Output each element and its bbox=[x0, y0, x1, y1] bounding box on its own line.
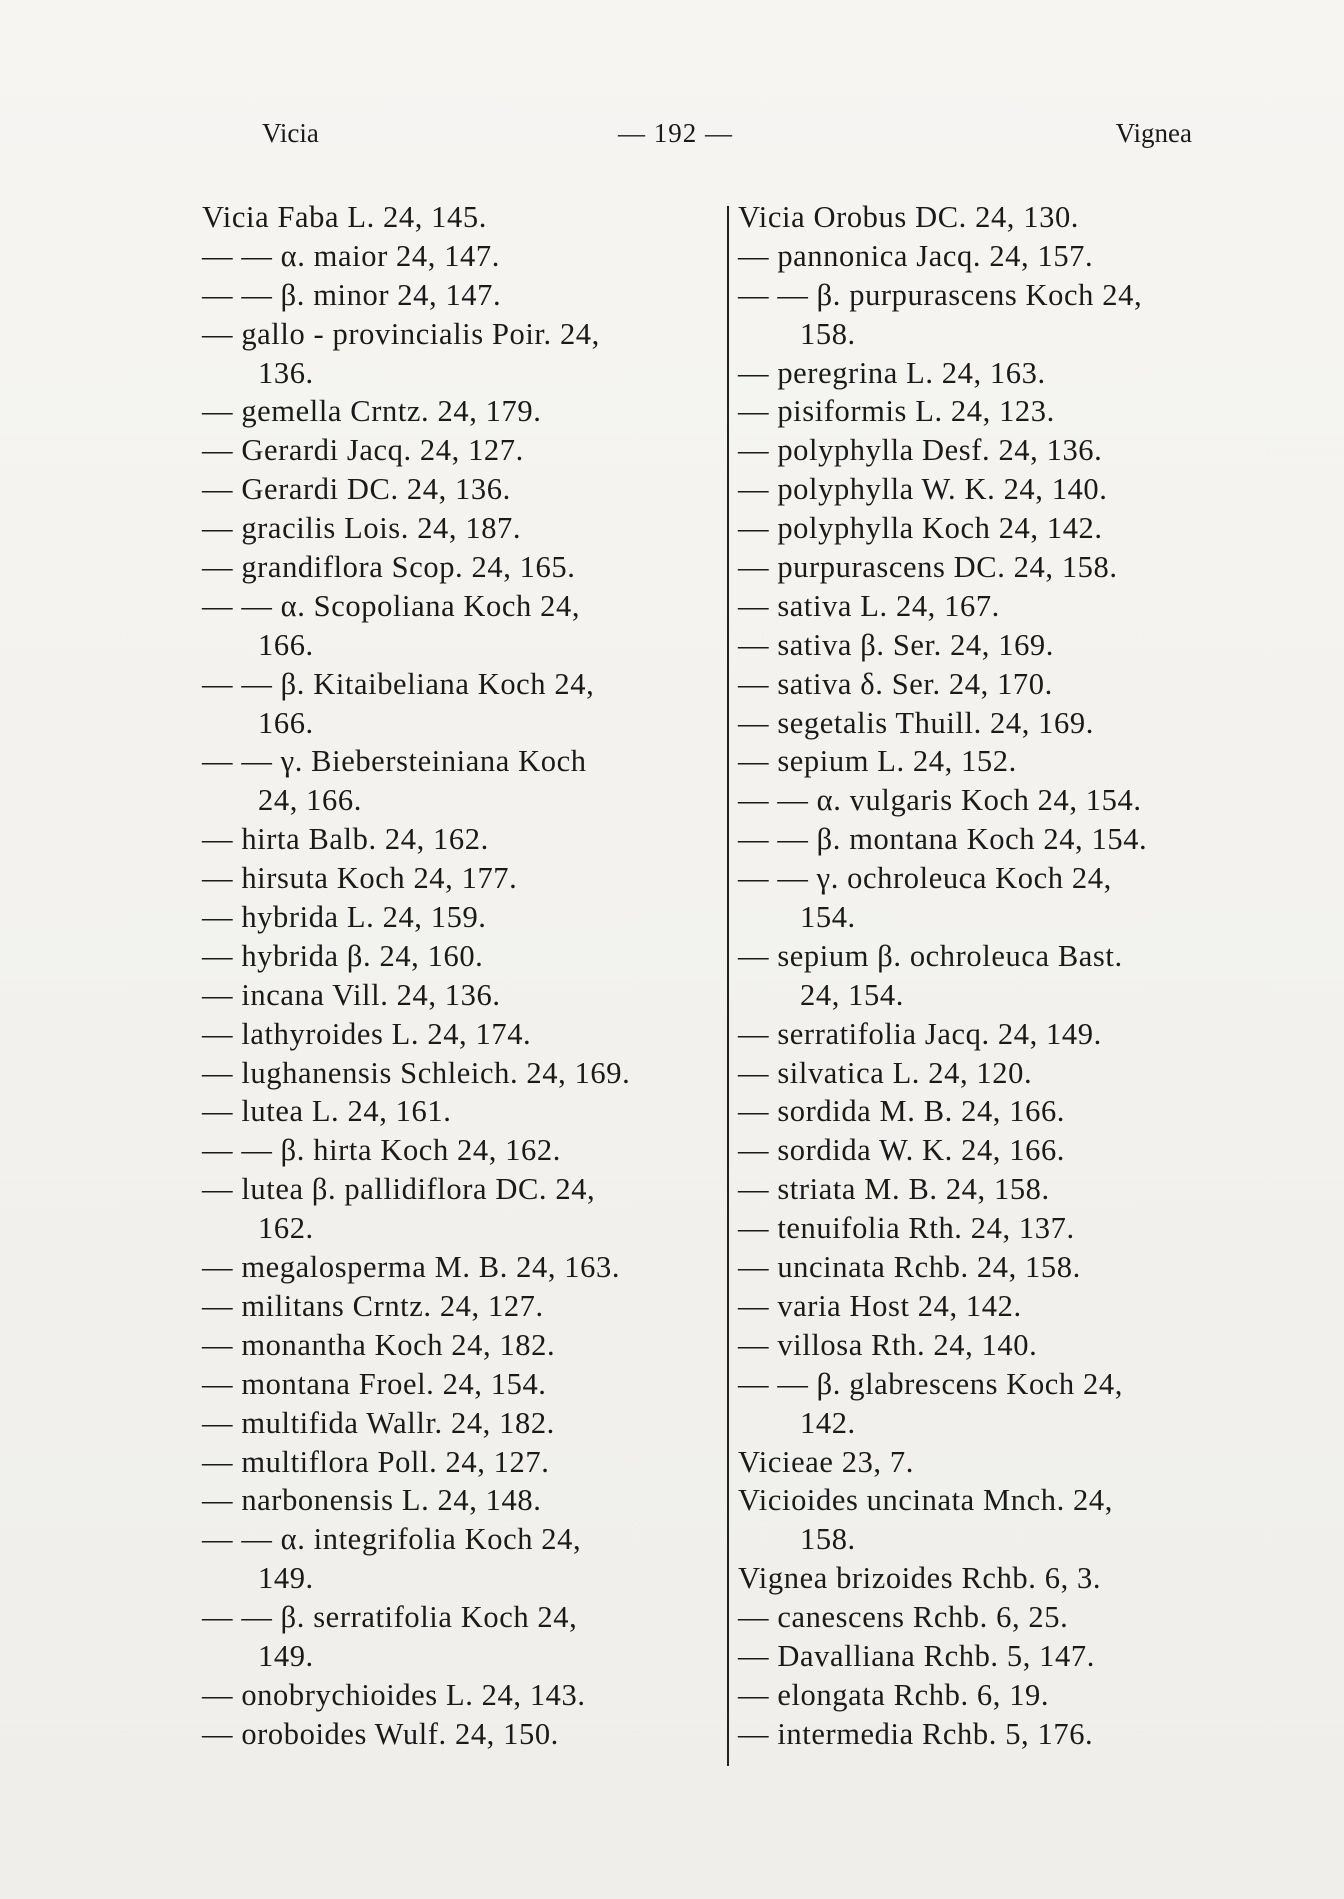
index-entry-line: — — β. Kitaibeliana Koch 24, bbox=[202, 666, 595, 701]
index-entry-line: — uncinata Rchb. 24, 158. bbox=[738, 1250, 1081, 1285]
index-entry-line: — sordida W. K. 24, 166. bbox=[738, 1133, 1066, 1168]
index-entry-line: 166. bbox=[258, 705, 314, 740]
index-entry-line: — lughanensis Schleich. 24, 169. bbox=[202, 1055, 631, 1090]
index-entry-line: — — γ. ochroleuca Koch 24, bbox=[738, 861, 1112, 896]
index-entry-line: — sativa β. Ser. 24, 169. bbox=[738, 627, 1055, 662]
index-entry-line: 162. bbox=[258, 1211, 314, 1246]
index-entry-line: — monantha Koch 24, 182. bbox=[202, 1327, 556, 1362]
index-entry-line: Vicia Faba L. 24, 145. bbox=[202, 200, 487, 234]
index-column-left bbox=[202, 198, 718, 1754]
index-entry-line: Vicia Orobus DC. 24, 130. bbox=[738, 200, 1080, 234]
index-entry-line: — villosa Rth. 24, 140. bbox=[738, 1327, 1038, 1362]
index-entry-line: — tenuifolia Rth. 24, 137. bbox=[738, 1211, 1075, 1246]
index-entry-line: — — β. purpurascens Koch 24, bbox=[738, 277, 1143, 312]
index-entry-line: 149. bbox=[258, 1638, 314, 1673]
index-entry-line: — — α. Scopoliana Koch 24, bbox=[202, 588, 581, 623]
index-entry-line: — lutea β. pallidiflora DC. 24, bbox=[202, 1172, 596, 1207]
index-entry-line: 166. bbox=[258, 627, 314, 662]
index-entry-line: — Gerardi DC. 24, 136. bbox=[202, 472, 511, 507]
index-entry-line: 158. bbox=[800, 316, 856, 351]
index-entry-line: — — α. vulgaris Koch 24, 154. bbox=[738, 783, 1142, 818]
index-entry-line: — hirsuta Koch 24, 177. bbox=[202, 861, 518, 896]
index-entry-line: — onobrychioides L. 24, 143. bbox=[202, 1677, 586, 1712]
index-entry-line: — hybrida β. 24, 160. bbox=[202, 938, 484, 973]
index-entry-line: — pisiformis L. 24, 123. bbox=[738, 394, 1055, 429]
index-entry-line: — sordida M. B. 24, 166. bbox=[738, 1094, 1066, 1129]
index-entry-line: — gallo - provincialis Poir. 24, bbox=[202, 316, 600, 351]
index-entry-line: — — β. montana Koch 24, 154. bbox=[738, 822, 1148, 857]
index-entry-line: — — β. glabrescens Koch 24, bbox=[738, 1366, 1123, 1401]
index-entry-line: — sativa L. 24, 167. bbox=[738, 588, 1000, 623]
index-entry-line: — — β. hirta Koch 24, 162. bbox=[202, 1133, 561, 1168]
index-entry-line: — pannonica Jacq. 24, 157. bbox=[738, 238, 1094, 273]
index-entry-line: 24, 166. bbox=[258, 783, 362, 818]
index-entry-line: — gemella Crntz. 24, 179. bbox=[202, 394, 542, 429]
index-entry-line: — polyphylla Desf. 24, 136. bbox=[738, 433, 1103, 468]
index-entry-line: 154. bbox=[800, 900, 856, 935]
index-entry-line: — montana Froel. 24, 154. bbox=[202, 1366, 547, 1401]
index-entry-line: — multifida Wallr. 24, 182. bbox=[202, 1405, 555, 1440]
index-entry-line: — multiflora Poll. 24, 127. bbox=[202, 1444, 550, 1479]
index-entry-line: — Gerardi Jacq. 24, 127. bbox=[202, 433, 524, 468]
page-number: — 192 — bbox=[618, 118, 733, 148]
column-divider bbox=[727, 206, 729, 1766]
index-entry-line: — grandiflora Scop. 24, 165. bbox=[202, 550, 576, 585]
index-column-right bbox=[738, 198, 1258, 1754]
index-entry-line: — purpurascens DC. 24, 158. bbox=[738, 550, 1118, 585]
header-left-term: Vicia bbox=[262, 118, 319, 148]
index-entry-line: — lathyroides L. 24, 174. bbox=[202, 1016, 532, 1051]
index-entry-line: — sepium β. ochroleuca Bast. bbox=[738, 938, 1123, 973]
index-entry-line: Vignea brizoides Rchb. 6, 3. bbox=[738, 1561, 1102, 1596]
index-entry-line: 136. bbox=[258, 355, 314, 390]
index-entry-line: — intermedia Rchb. 5, 176. bbox=[738, 1716, 1094, 1751]
index-entry-line: — sepium L. 24, 152. bbox=[738, 744, 1017, 779]
index-entry-line: — sativa δ. Ser. 24, 170. bbox=[738, 666, 1053, 701]
header-right-term: Vignea bbox=[1115, 118, 1192, 148]
index-entry-line: — — α. integrifolia Koch 24, bbox=[202, 1522, 582, 1557]
index-entry-line: — canescens Rchb. 6, 25. bbox=[738, 1600, 1069, 1635]
index-entry-line: — elongata Rchb. 6, 19. bbox=[738, 1677, 1050, 1712]
index-entry-line: — hirta Balb. 24, 162. bbox=[202, 822, 489, 857]
index-entry-line: 24, 154. bbox=[800, 977, 904, 1012]
index-entry-line: — varia Host 24, 142. bbox=[738, 1288, 1022, 1323]
index-entry-line: Vicioides uncinata Mnch. 24, bbox=[738, 1483, 1113, 1518]
index-entry-line: — megalosperma M. B. 24, 163. bbox=[202, 1250, 621, 1285]
index-entry-line: 149. bbox=[258, 1561, 314, 1596]
index-entry-line: — serratifolia Jacq. 24, 149. bbox=[738, 1016, 1102, 1051]
index-entry-line: — — γ. Biebersteiniana Koch bbox=[202, 744, 587, 779]
index-entry-line: — Davalliana Rchb. 5, 147. bbox=[738, 1638, 1095, 1673]
index-entry-line: Vicieae 23, 7. bbox=[738, 1444, 914, 1479]
index-entry-line: — narbonensis L. 24, 148. bbox=[202, 1483, 542, 1518]
index-entry-line: — — β. minor 24, 147. bbox=[202, 277, 502, 312]
index-entry-line: 142. bbox=[800, 1405, 856, 1440]
index-entry-line: — oroboides Wulf. 24, 150. bbox=[202, 1716, 559, 1751]
index-entry-line: — incana Vill. 24, 136. bbox=[202, 977, 501, 1012]
index-entry-line: 158. bbox=[800, 1522, 856, 1557]
index-entry-line: — striata M. B. 24, 158. bbox=[738, 1172, 1050, 1207]
index-entry-line: — segetalis Thuill. 24, 169. bbox=[738, 705, 1094, 740]
index-entry-line: — lutea L. 24, 161. bbox=[202, 1094, 452, 1129]
index-entry-line: — gracilis Lois. 24, 187. bbox=[202, 511, 522, 546]
index-entry-line: — peregrina L. 24, 163. bbox=[738, 355, 1046, 390]
index-entry-line: — polyphylla W. K. 24, 140. bbox=[738, 472, 1108, 507]
index-entry-line: — — α. maior 24, 147. bbox=[202, 238, 500, 273]
index-entry-line: — hybrida L. 24, 159. bbox=[202, 900, 487, 935]
index-entry-line: — militans Crntz. 24, 127. bbox=[202, 1288, 544, 1323]
index-entry-line: — polyphylla Koch 24, 142. bbox=[738, 511, 1103, 546]
running-header bbox=[262, 118, 1192, 158]
index-entry-line: — — β. serratifolia Koch 24, bbox=[202, 1600, 578, 1635]
index-entry-line: — silvatica L. 24, 120. bbox=[738, 1055, 1033, 1090]
